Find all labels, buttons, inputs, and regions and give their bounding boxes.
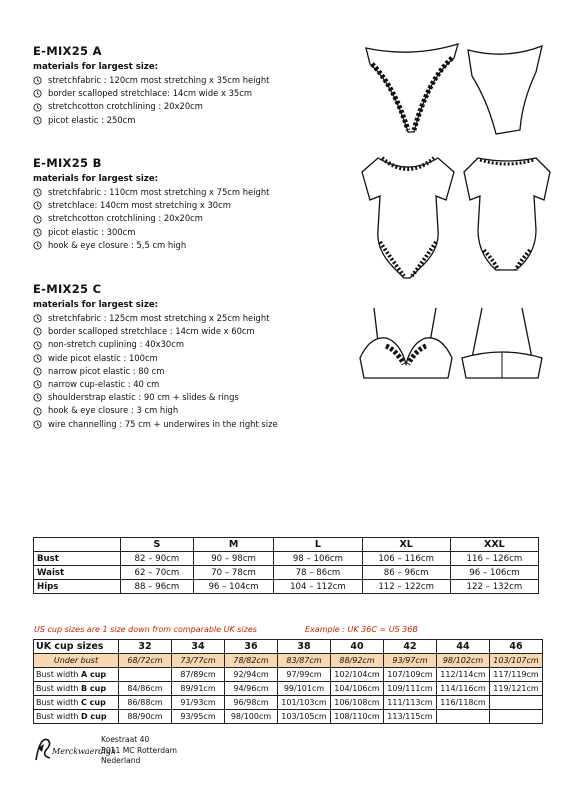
material-text: border scalloped stretchlace : 14cm wide x 60cm [48, 326, 255, 337]
table-cell: 83/87cm [278, 654, 331, 668]
table-cell: 98/100cm [225, 710, 278, 724]
row-label [34, 696, 119, 710]
address-line: 3011 MC Rotterdam [101, 745, 178, 755]
table-cell: 109/111cm [384, 682, 437, 696]
table-cell: 93/95cm [172, 710, 225, 724]
row-label: Under bust [34, 654, 119, 668]
section-subtitle: materials for largest size: [33, 62, 159, 72]
table-cell: 84/86cm [119, 682, 172, 696]
table-cell: 104/106cm [331, 682, 384, 696]
row-label-cup: B cup [81, 684, 107, 693]
header-cell: M [193, 538, 274, 552]
underbust-row [34, 654, 543, 668]
table-cell: 98 – 106cm [274, 552, 362, 566]
header-cell: XL [362, 538, 450, 552]
clock-bullet-icon [33, 103, 42, 112]
table-cell [119, 668, 172, 682]
cup-header-row [34, 640, 543, 654]
table-cell: 116/118cm [437, 696, 490, 710]
row-label-text: Bust width [36, 670, 81, 679]
table-row [34, 710, 543, 724]
clock-bullet-icon [33, 327, 42, 336]
table-cell: 101/103cm [278, 696, 331, 710]
material-item [33, 404, 343, 417]
material-item [33, 365, 343, 378]
section-a [33, 44, 343, 127]
material-text: shoulderstrap elastic : 90 cm + slides & rings [48, 392, 239, 403]
material-text: stretchfabric : 120cm most stretching x 35cm height [48, 75, 270, 85]
table-cell: 112/114cm [437, 668, 490, 682]
material-text: wire channelling : 75 cm + underwires in the right size [48, 418, 278, 429]
row-label [34, 682, 119, 696]
material-item [33, 186, 343, 199]
material-text: narrow cup-elastic : 40 cm [48, 379, 160, 390]
material-text: stretchfabric : 125cm most stretching x 25cm height [48, 313, 270, 323]
table-cell: 73/77cm [172, 654, 225, 668]
header-cell: S [121, 538, 194, 552]
material-item [33, 199, 343, 212]
section-subtitle: materials for largest size: [33, 174, 159, 184]
table-cell: 92/94cm [225, 668, 278, 682]
bra-back-illustration [460, 302, 544, 382]
table-cell: 106 – 116cm [362, 552, 450, 566]
table-cell: 111/113cm [384, 696, 437, 710]
table-cell: 78 – 86cm [274, 566, 362, 580]
table-cell: 112 – 122cm [362, 580, 450, 594]
material-list [33, 74, 343, 127]
table-row [34, 552, 539, 566]
clock-bullet-icon [33, 341, 42, 350]
row-label: Bust [34, 552, 121, 566]
material-item [33, 100, 343, 113]
material-list [33, 312, 343, 431]
table-cell: 68/72cm [119, 654, 172, 668]
bodysuit-back-illustration [462, 150, 552, 280]
table-cell: 91/93cm [172, 696, 225, 710]
header-cell: XXL [450, 538, 538, 552]
table-row [34, 696, 543, 710]
table-cell [490, 696, 543, 710]
table-cell: 94/96cm [225, 682, 278, 696]
row-label-cup: A cup [81, 670, 107, 679]
header-cell: 42 [384, 640, 437, 654]
table-cell: 86 – 96cm [362, 566, 450, 580]
material-item [33, 325, 343, 338]
header-cell: 46 [490, 640, 543, 654]
table-cell: 88 – 96cm [121, 580, 194, 594]
table-row [34, 566, 539, 580]
table-cell: 88/92cm [331, 654, 384, 668]
table-cell: 98/102cm [437, 654, 490, 668]
table-row [34, 682, 543, 696]
table-cell: 89/91cm [172, 682, 225, 696]
clock-bullet-icon [33, 367, 42, 376]
material-text: border scalloped stretchlace: 14cm wide x 35cm [48, 88, 253, 99]
cup-size-note: US cup sizes are 1 size down from comparable UK sizes [34, 625, 257, 634]
row-label [34, 710, 119, 724]
material-text: wide picot elastic : 100cm [48, 352, 158, 363]
header-cell: 36 [225, 640, 278, 654]
row-label-cup: D cup [81, 712, 107, 721]
table-cell [437, 710, 490, 724]
section-title: E-MIX25 A [33, 44, 102, 58]
header-cell: UK cup sizes [34, 640, 119, 654]
table-cell: 90 – 98cm [193, 552, 274, 566]
section-c [33, 282, 343, 431]
clock-bullet-icon [33, 314, 42, 323]
table-cell: 113/115cm [384, 710, 437, 724]
bodysuit-front-illustration [358, 150, 458, 280]
clock-bullet-icon [33, 89, 42, 98]
table-cell: 62 – 70cm [121, 566, 194, 580]
brief-front-illustration [362, 42, 462, 137]
clock-bullet-icon [33, 188, 42, 197]
table-cell: 78/82cm [225, 654, 278, 668]
table-cell: 96 – 106cm [450, 566, 538, 580]
header-cell: 32 [119, 640, 172, 654]
clock-bullet-icon [33, 241, 42, 250]
header-cell: 40 [331, 640, 384, 654]
clock-bullet-icon [33, 201, 42, 210]
table-row [34, 580, 539, 594]
material-item [33, 352, 343, 365]
material-item [33, 418, 343, 431]
row-label-text: Bust width [36, 698, 81, 707]
material-text: stretchcotton crotchlining : 20x20cm [48, 101, 203, 112]
row-label [34, 668, 119, 682]
row-label-text: Bust width [36, 684, 81, 693]
table-cell: 114/116cm [437, 682, 490, 696]
clock-bullet-icon [33, 215, 42, 224]
section-subtitle: materials for largest size: [33, 300, 159, 310]
row-label-text: Bust width [36, 712, 81, 721]
table-cell: 103/105cm [278, 710, 331, 724]
table-cell: 87/89cm [172, 668, 225, 682]
clock-bullet-icon [33, 354, 42, 363]
table-cell: 106/108cm [331, 696, 384, 710]
cup-size-example: Example : UK 36C = US 36B [305, 625, 418, 634]
material-text: stretchfabric : 110cm most stretching x 75cm height [48, 187, 270, 197]
section-title: E-MIX25 B [33, 156, 102, 170]
table-cell: 82 – 90cm [121, 552, 194, 566]
material-item [33, 312, 343, 325]
logo-text: Merckwaerdigh [52, 747, 117, 756]
logo-icon [32, 730, 117, 766]
material-text: stretchcotton crotchlining : 20x20cm [48, 213, 203, 224]
table-cell: 86/88cm [119, 696, 172, 710]
section-title: E-MIX25 C [33, 282, 102, 296]
header-cell: L [274, 538, 362, 552]
section-b [33, 156, 343, 252]
size-chart-table [33, 537, 539, 594]
table-cell: 122 – 132cm [450, 580, 538, 594]
table-cell [490, 710, 543, 724]
material-list [33, 186, 343, 252]
row-label-cup: C cup [81, 698, 106, 707]
table-cell: 107/109cm [384, 668, 437, 682]
table-cell: 88/90cm [119, 710, 172, 724]
material-item [33, 391, 343, 404]
material-item [33, 212, 343, 225]
clock-bullet-icon [33, 407, 42, 416]
table-cell: 103/107cm [490, 654, 543, 668]
table-cell: 102/104cm [331, 668, 384, 682]
table-cell: 96 – 104cm [193, 580, 274, 594]
row-label: Waist [34, 566, 121, 580]
material-text: hook & eye closure : 3 cm high [48, 405, 179, 416]
size-header-row [34, 538, 539, 552]
address-line: Koestraat 40 [101, 735, 150, 744]
cup-size-table [33, 639, 543, 724]
material-item [33, 226, 343, 239]
header-cell: 38 [278, 640, 331, 654]
material-item [33, 338, 343, 351]
table-cell: 108/110cm [331, 710, 384, 724]
table-cell: 97/99cm [278, 668, 331, 682]
header-cell: 34 [172, 640, 225, 654]
material-text: hook & eye closure : 5,5 cm high [48, 239, 187, 250]
table-cell: 99/101cm [278, 682, 331, 696]
material-item [33, 87, 343, 100]
bra-front-illustration [356, 302, 456, 382]
material-text: non-stretch cuplining : 40x30cm [48, 339, 184, 350]
address [101, 735, 177, 767]
header-cell: 44 [437, 640, 490, 654]
clock-bullet-icon [33, 380, 42, 389]
material-text: narrow picot elastic : 80 cm [48, 365, 165, 376]
clock-bullet-icon [33, 116, 42, 125]
table-cell: 70 – 78cm [193, 566, 274, 580]
material-item [33, 74, 343, 87]
table-cell: 93/97cm [384, 654, 437, 668]
table-cell: 116 – 126cm [450, 552, 538, 566]
table-cell: 117/119cm [490, 668, 543, 682]
table-cell: 119/121cm [490, 682, 543, 696]
clock-bullet-icon [33, 420, 42, 429]
clock-bullet-icon [33, 393, 42, 402]
address-line: Nederland [101, 756, 141, 765]
table-row [34, 668, 543, 682]
material-text: stretchlace: 140cm most stretching x 30cm [48, 200, 231, 211]
material-item [33, 114, 343, 127]
header-cell [34, 538, 121, 552]
table-cell: 96/98cm [225, 696, 278, 710]
material-item [33, 378, 343, 391]
brief-back-illustration [466, 42, 546, 137]
material-text: picot elastic : 300cm [48, 226, 136, 237]
clock-bullet-icon [33, 76, 42, 85]
table-cell: 104 – 112cm [274, 580, 362, 594]
row-label: Hips [34, 580, 121, 594]
clock-bullet-icon [33, 228, 42, 237]
material-item [33, 239, 343, 252]
material-text: picot elastic : 250cm [48, 114, 136, 125]
